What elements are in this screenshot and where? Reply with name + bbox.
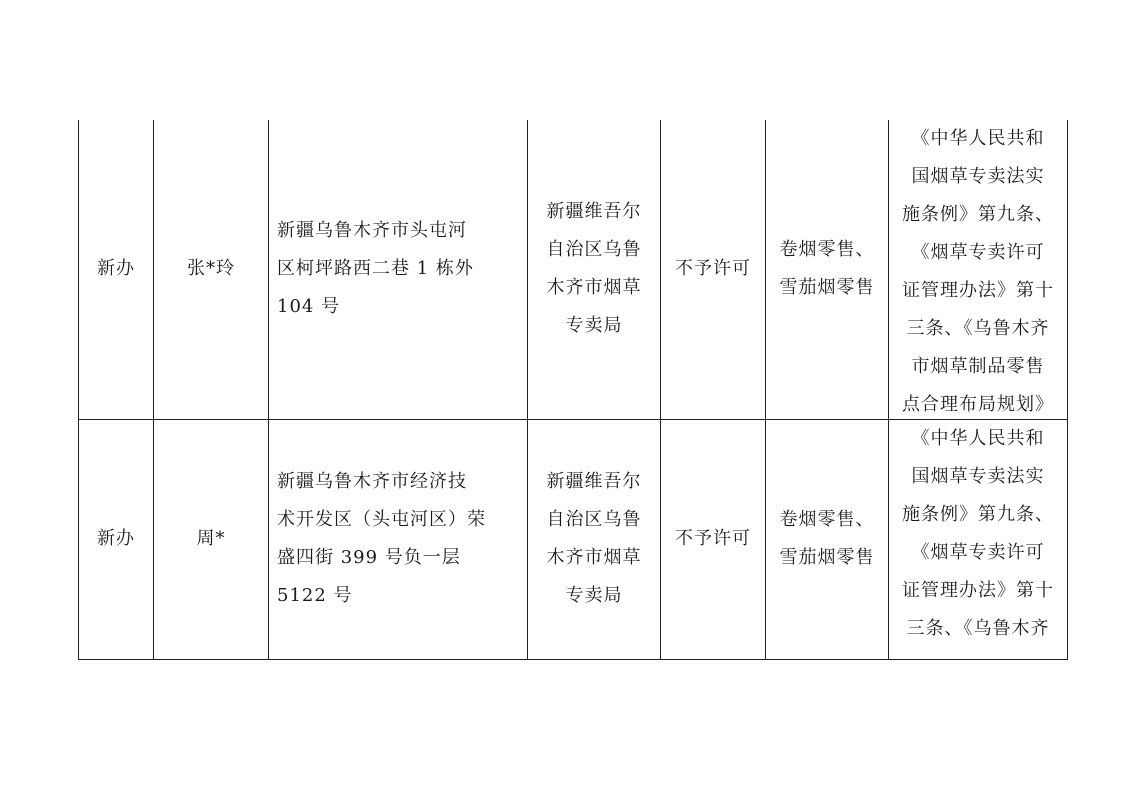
authority-cell: 新疆维吾尔 自治区乌鲁 木齐市烟草 专卖局 [528, 419, 661, 659]
business-scope-cell: 卷烟零售、 雪茄烟零售 [766, 120, 889, 419]
decision-cell: 不予许可 [661, 120, 766, 419]
table-row [79, 120, 1068, 419]
license-decision-table [78, 120, 1068, 660]
legal-basis-cell [889, 120, 1068, 419]
business-scope-cell: 卷烟零售、 雪茄烟零售 [766, 419, 889, 659]
legal-basis-text: 《中华人民共和 国烟草专卖法实 施条例》第九条、 《烟草专卖许可 证管理办法》第十 三条、《乌鲁木齐 [902, 427, 1054, 639]
table-row [79, 419, 1068, 659]
business-address-cell: 新疆乌鲁木齐市经济技 术开发区（头屯河区）荣 盛四街 399 号负一层 5122 号 [269, 419, 528, 659]
application-type-cell: 新办 [79, 120, 154, 419]
applicant-name-cell: 周* [154, 419, 269, 659]
decision-cell: 不予许可 [661, 419, 766, 659]
applicant-name-cell: 张*玲 [154, 120, 269, 419]
legal-basis-cell [889, 419, 1068, 659]
business-address-cell: 新疆乌鲁木齐市头屯河 区柯坪路西二巷 1 栋外 104 号 [269, 120, 528, 419]
legal-basis-text: 《中华人民共和 国烟草专卖法实 施条例》第九条、 《烟草专卖许可 证管理办法》第十 三条、《乌鲁木齐 市烟草制品零售 点合理布局规划》 [902, 128, 1054, 415]
authority-cell: 新疆维吾尔 自治区乌鲁 木齐市烟草 专卖局 [528, 120, 661, 419]
application-type-cell: 新办 [79, 419, 154, 659]
